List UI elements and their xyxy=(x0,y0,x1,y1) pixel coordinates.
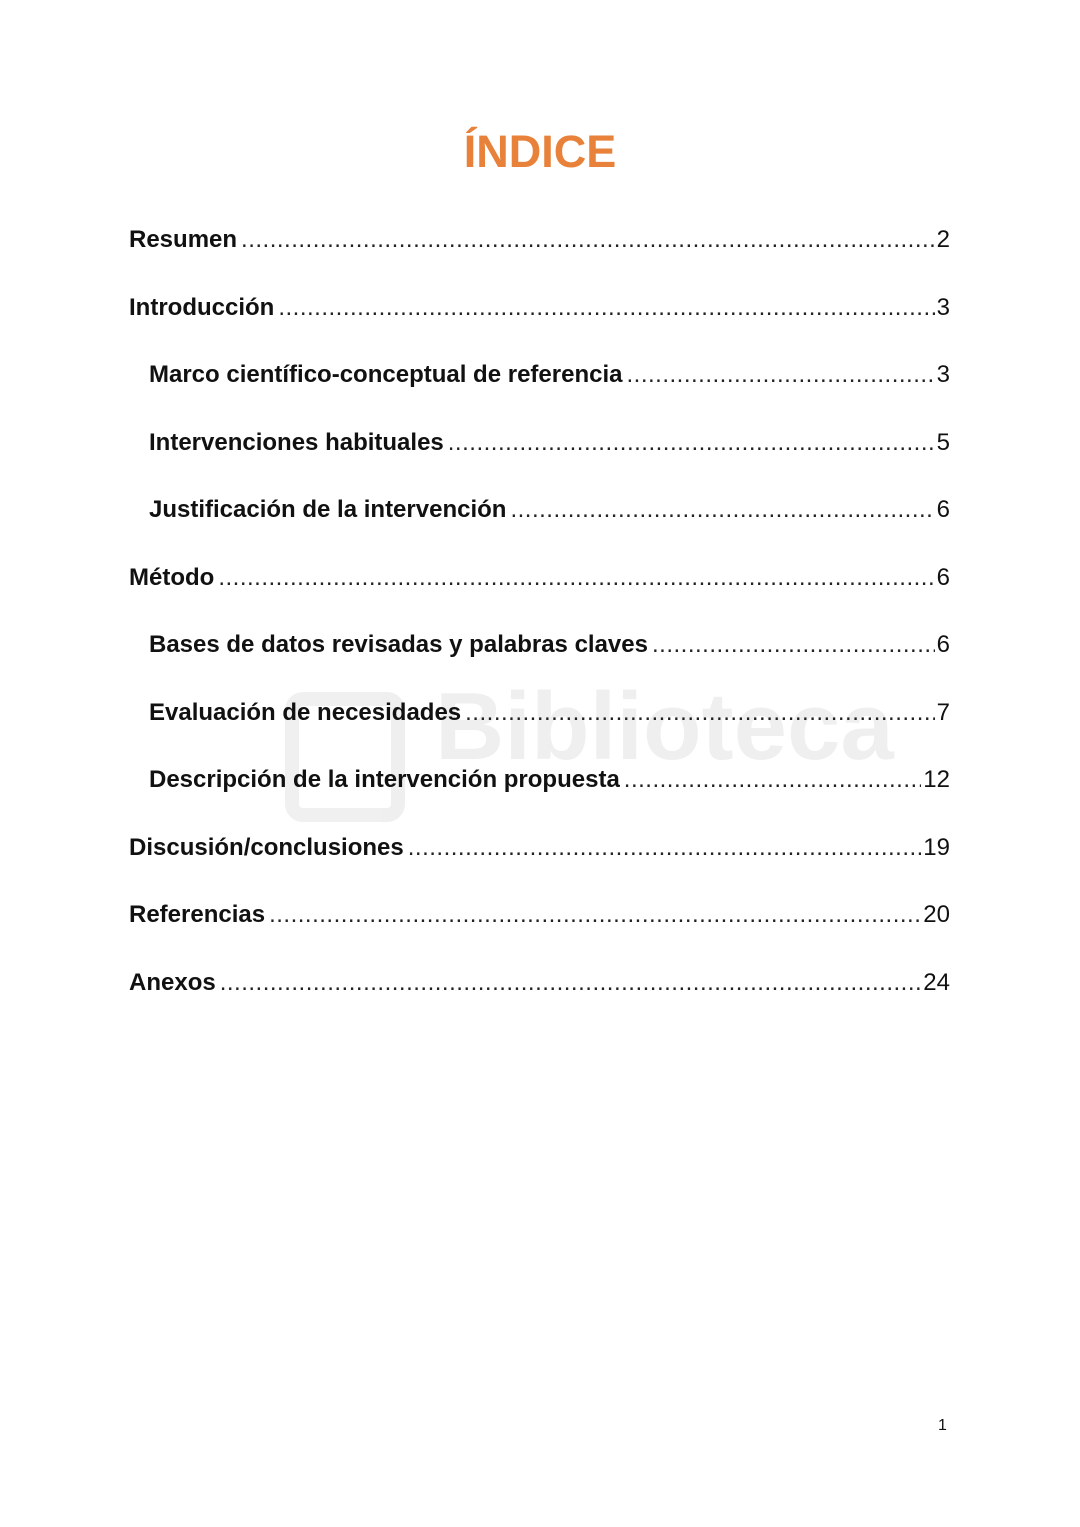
toc-entry[interactable] xyxy=(129,631,950,699)
dot-leader xyxy=(218,564,934,592)
dot-leader xyxy=(510,496,934,524)
toc-entry[interactable] xyxy=(129,361,950,429)
dot-leader xyxy=(624,766,922,794)
toc-entry-label: Justificación de la intervención xyxy=(149,496,507,523)
dot-leader xyxy=(278,294,934,322)
dot-leader xyxy=(241,226,935,254)
toc-entry-label: Discusión/conclusiones xyxy=(129,833,404,861)
toc-entry-page: 3 xyxy=(936,293,950,321)
page-number: 1 xyxy=(938,1417,947,1434)
toc-entry[interactable] xyxy=(129,766,950,834)
toc-entry[interactable] xyxy=(129,699,950,767)
toc-entry[interactable] xyxy=(129,901,950,969)
toc-entry-page: 19 xyxy=(923,833,950,861)
toc-entry-label: Marco científico-conceptual de referencia xyxy=(149,361,623,388)
page-title: ÍNDICE xyxy=(463,126,617,177)
toc-entry-label: Referencias xyxy=(129,901,266,928)
table-of-contents xyxy=(129,226,950,1036)
toc-entry-page: 7 xyxy=(936,698,950,726)
dot-leader xyxy=(626,361,934,389)
toc-entry-label: Descripción de la intervención propuesta xyxy=(149,766,620,793)
toc-entry-label: Intervenciones habituales xyxy=(149,428,444,456)
toc-entry-page: 20 xyxy=(923,901,950,928)
toc-entry-page: 6 xyxy=(936,631,950,658)
watermark-text: Biblioteca xyxy=(435,673,894,780)
dot-leader xyxy=(220,969,922,997)
toc-entry-label: Método xyxy=(129,563,215,591)
dot-leader xyxy=(269,901,921,929)
toc-entry-page: 3 xyxy=(936,361,950,388)
dot-leader xyxy=(448,429,935,457)
toc-entry-label: Introducción xyxy=(129,293,275,321)
toc-entry[interactable] xyxy=(129,969,950,1037)
toc-entry-label: Evaluación de necesidades xyxy=(149,698,462,726)
toc-entry-label: Anexos xyxy=(129,968,216,996)
toc-entry[interactable] xyxy=(129,429,950,497)
toc-entry-page: 2 xyxy=(936,226,950,253)
toc-entry[interactable] xyxy=(129,564,950,632)
toc-entry-page: 6 xyxy=(936,496,950,523)
toc-entry[interactable] xyxy=(129,226,950,294)
dot-leader xyxy=(465,699,935,727)
toc-entry[interactable] xyxy=(129,834,950,902)
toc-entry[interactable] xyxy=(129,496,950,564)
toc-entry[interactable] xyxy=(129,294,950,362)
dot-leader xyxy=(652,631,935,659)
toc-entry-page: 6 xyxy=(936,563,950,591)
toc-entry-page: 5 xyxy=(936,428,950,456)
dot-leader xyxy=(408,834,922,862)
toc-entry-label: Bases de datos revisadas y palabras claves xyxy=(149,631,648,658)
toc-entry-page: 24 xyxy=(923,968,950,996)
toc-entry-label: Resumen xyxy=(129,226,238,253)
toc-entry-page: 12 xyxy=(923,766,950,793)
